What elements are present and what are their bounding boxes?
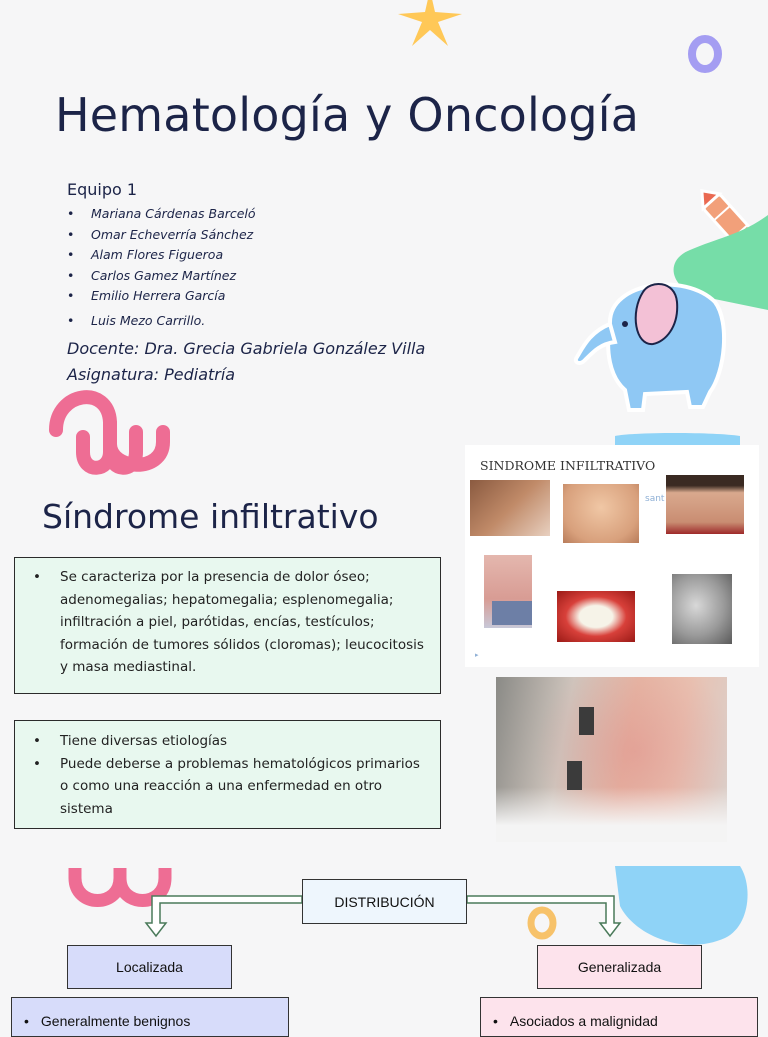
subject-name: Asignatura: Pediatría — [67, 365, 236, 384]
testicular-infiltration-photo — [672, 574, 732, 644]
localized-detail-text: • Generalmente benignos — [44, 1013, 190, 1029]
course-info — [67, 336, 425, 388]
etiology-box — [14, 720, 441, 829]
elephant-icon — [565, 262, 735, 417]
team-member: • Carlos Gamez Martínez — [67, 266, 256, 287]
figure-play-marker-icon: ▸ — [475, 651, 479, 659]
distribution-node: DISTRIBUCIÓN — [302, 879, 467, 924]
section-title: Síndrome infiltrativo — [42, 497, 379, 536]
figure-title: SINDROME INFILTRATIVO — [480, 458, 656, 473]
team-member: • Emilio Herrera García — [67, 286, 256, 307]
generalized-node: Generalizada — [537, 945, 702, 989]
team-name: Equipo 1 — [67, 180, 138, 199]
team-member: • Luis Mezo Carrillo. — [67, 311, 256, 332]
clinical-images-figure — [465, 445, 759, 667]
child-face-photo — [666, 475, 744, 534]
ring-decoration-icon — [686, 34, 724, 74]
neck-lymph-node-photo — [470, 480, 550, 536]
teacher-name: Docente: Dra. Grecia Gabriela González Villa — [67, 339, 426, 358]
team-member: • Alam Flores Figueroa — [67, 245, 256, 266]
description-box — [14, 557, 441, 694]
etiology-item: • Tiene diversas etiologías — [15, 730, 430, 753]
generalized-detail — [480, 997, 758, 1037]
localized-detail — [11, 997, 289, 1037]
pink-wave-decoration — [48, 382, 173, 477]
figure-caption-fragment: sant — [645, 494, 665, 504]
description-item: • Se caracteriza por la presencia de dolor óseo; adenomegalias; hepatomegalia; esplenomegalia; infiltración a piel, parótidas, encías, testículos; formación de tumores sólidos (cloromas); leucocitosis y masa mediastinal. — [15, 566, 430, 679]
star-decoration-icon — [390, 0, 470, 50]
team-members-list — [67, 204, 256, 332]
team-member: • Mariana Cárdenas Barceló — [67, 204, 256, 225]
gum-infiltration-photo — [557, 591, 635, 642]
privacy-bar — [567, 761, 582, 790]
team-member: • Omar Echeverría Sánchez — [67, 225, 256, 246]
infant-rash-photo — [496, 677, 727, 842]
child-abdomen-photo — [563, 484, 639, 543]
localized-node: Localizada — [67, 945, 232, 989]
privacy-bar — [579, 707, 594, 735]
page-title: Hematología y Oncología — [55, 88, 640, 142]
skin-infiltration-photo — [484, 555, 532, 628]
etiology-item: • Puede deberse a problemas hematológicos primarios o como una reacción a una enfermedad en otro sistema — [15, 753, 430, 821]
generalized-detail-text: • Asociados a malignidad — [513, 1013, 658, 1029]
